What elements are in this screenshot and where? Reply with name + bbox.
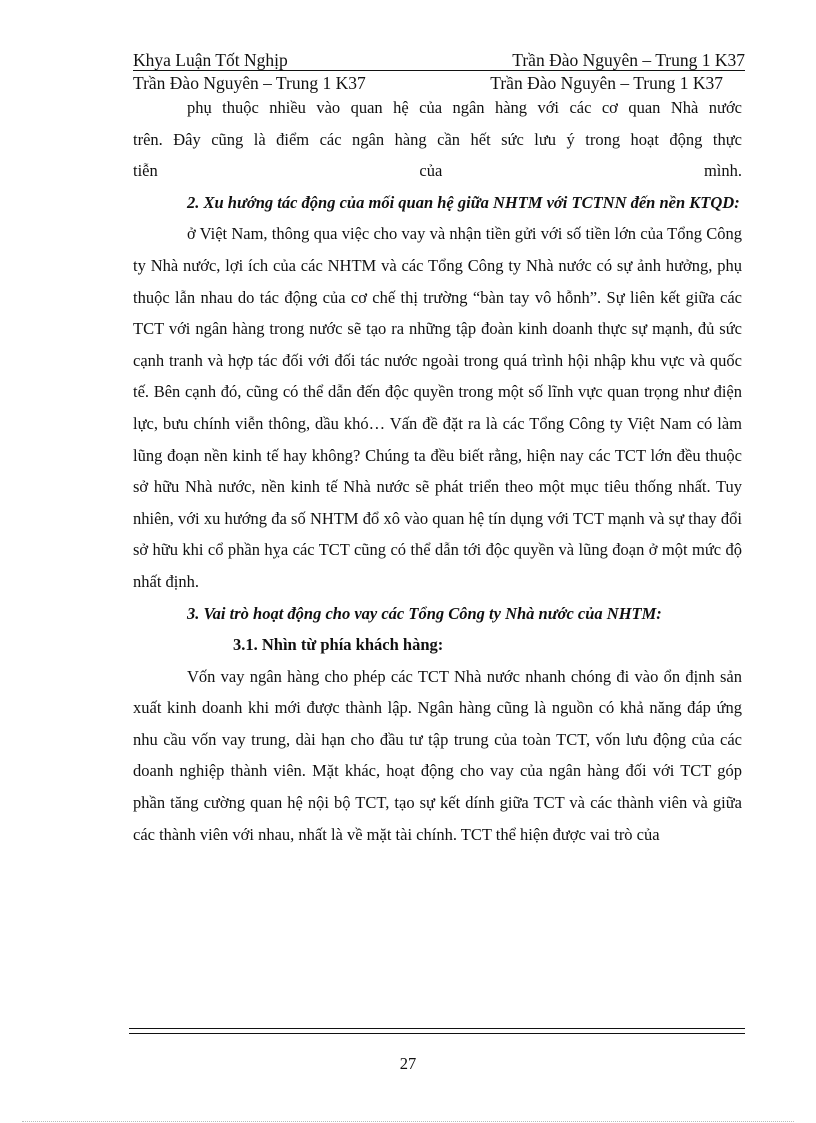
header-rule — [133, 70, 745, 71]
header-repeat-left: Trần Đào Nguyên – Trung 1 K37 — [133, 73, 366, 93]
section-2-paragraph: ở Việt Nam, thông qua việc cho vay và nhận tiền gửi với số tiền lớn của Tổng Công ty Nhà nước, lợi ích của các NHTM và các Tổng Công ty Nhà nước có sự ảnh hưởng, phụ thuộc lẫn nhau do tác động của cơ chế thị trường “bàn tay vô hỗnh”. Sự liên kết giữa các TCT với ngân hàng trong nước sẽ tạo ra những tập đoàn kinh doanh thực sự mạnh, đủ sức cạnh tranh và hợp tác đối với đối tác nước ngoài trong quá trình hội nhập khu vực và quốc tế. Bên cạnh đó, cũng có thể dẫn đến độc quyền trong một số lĩnh vực quan trọng như điện lực, bưu chính viễn thông, dầu khó… Vấn đề đặt ra là các Tổng Công ty Việt Nam có làm lũng đoạn nền kinh tế hay không? Chúng ta đều biết rằng, hiện nay các TCT lớn đều thuộc sở hữu Nhà nước, nền kinh tế Nhà nước sẽ phát triển theo một mục tiêu thống nhất. Tuy nhiên, với xu hướng đa số NHTM đổ xô vào quan hệ tín dụng với TCT mạnh và sự thay đổi sở hữu khi cổ phần hỵa các TCT cũng có thể dẫn tới độc quyền và lũng đoạn ở một mức độ nhất định. — [133, 224, 742, 591]
footer-rule-lower — [129, 1033, 745, 1034]
header-author: Trần Đào Nguyên – Trung 1 K37 — [512, 50, 745, 70]
header-title: Khya Luận Tốt Nghịp — [133, 50, 288, 70]
page-number: 27 — [399, 1054, 417, 1073]
paragraph-continued-line-1: phụ thuộc nhiều vào quan hệ của ngân hàng với các cơ quan Nhà nước — [187, 98, 742, 117]
body-text — [133, 92, 742, 850]
footer-rule-upper — [129, 1028, 745, 1029]
paragraph-continued-line-3: tiễn của mình. — [133, 161, 742, 181]
section-2-heading: 2. Xu hướng tác động của mối quan hệ giữa NHTM với TCTNN đến nền KTQD: — [187, 192, 740, 212]
section-3-1-paragraph: Vốn vay ngân hàng cho phép các TCT Nhà nước nhanh chóng đi vào ổn định sản xuất kinh doanh khi mới được thành lập. Ngân hàng cũng là nguồn có khả năng đáp ứng nhu cầu vốn vay trung, dài hạn cho đầu tư tập trung của toàn TCT, vốn lưu động của các doanh nghiệp thành viên. Mặt khác, hoạt động cho vay của ngân hàng đối với TCT góp phần tăng cường quan hệ nội bộ TCT, tạo sự kết dính giữa TCT và các thành viên và giữa các thành viên với nhau, nhất là về mặt tài chính. TCT thể hiện được vai trò của — [133, 666, 742, 844]
paragraph-continued-line-2: trên. Đây cũng là điểm các ngân hàng cần hết sức lưu ý trong hoạt động thực — [133, 129, 742, 149]
section-3-1-heading: 3.1. Nhìn từ phía khách hàng: — [233, 635, 444, 655]
page-bottom-edge — [22, 1121, 794, 1122]
header-repeat-right: Trần Đào Nguyên – Trung 1 K37 — [490, 73, 723, 93]
section-3-heading: 3. Vai trò hoạt động cho vay các Tổng Công ty Nhà nước của NHTM: — [187, 603, 662, 623]
